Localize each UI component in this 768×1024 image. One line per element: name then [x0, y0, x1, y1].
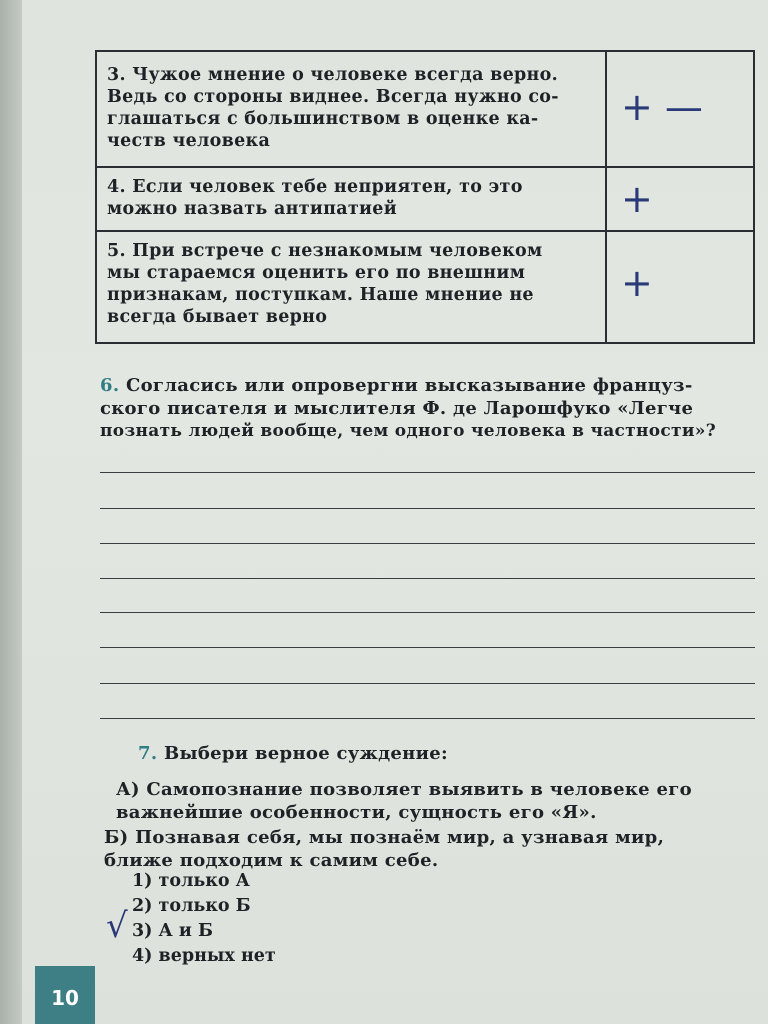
handwritten-mark-5: + [621, 261, 653, 305]
answer-line[interactable] [100, 578, 755, 579]
answer-line[interactable] [100, 472, 755, 473]
handwritten-mark-3: + — [621, 85, 703, 129]
option-3[interactable]: 3) А и Б [132, 921, 213, 941]
task-6-line-1: Согласись или опровергни высказывание француз- [125, 375, 693, 396]
answer-line[interactable] [100, 718, 755, 719]
answer-line[interactable] [100, 508, 755, 509]
task-6-line-2: ского писателя и мыслителя Ф. де Ларошфуко «Легче [100, 398, 694, 419]
answer-line[interactable] [100, 543, 755, 544]
statements-table [95, 50, 755, 344]
answer-line[interactable] [100, 683, 755, 684]
statement-5: 5. При встрече с незнакомым человеком мы стараемся оценить его по внешним признакам, поступкам. Наше мнение не всегда бывает верно [107, 241, 543, 327]
task-7-number: 7. [138, 743, 158, 764]
task-6-number: 6. [100, 375, 120, 396]
statement-4: 4. Если человек тебе неприятен, то это можно назвать антипатией [107, 177, 523, 219]
task-7-statement-a: А) Самопознание позволяет выявить в человеке его важнейшие особенности, сущность его «Я». [116, 779, 692, 823]
handwritten-mark-4: + [621, 177, 653, 221]
page-number: 10 [51, 986, 79, 1010]
table-row-5 [97, 232, 753, 342]
handwritten-check-icon: √ [106, 906, 128, 946]
task-7-prompt: Выбери верное суждение: [163, 743, 448, 764]
task-7-statement-b: Б) Познавая себя, мы познаём мир, а узнавая мир, ближе подходим к самим себе. [104, 827, 665, 871]
task-6 [100, 374, 760, 443]
option-2[interactable]: 2) только Б [132, 896, 251, 916]
task-7-heading [138, 742, 448, 765]
table-row-4 [97, 168, 753, 232]
answer-cell-4[interactable] [605, 168, 753, 230]
answer-cell-3[interactable] [605, 52, 753, 166]
answer-line[interactable] [100, 647, 755, 648]
task-6-line-3: познать людей вообще, чем одного человека в частности»? [100, 421, 716, 441]
page-number-tab [35, 966, 95, 1024]
statement-3: 3. Чужое мнение о человеке всегда верно. Ведь со стороны виднее. Всегда нужно со- глашаться с большинством в оценке ка- честв человека [107, 65, 559, 151]
answer-line[interactable] [100, 612, 755, 613]
option-4[interactable]: 4) верных нет [132, 946, 276, 966]
answer-cell-5[interactable] [605, 232, 753, 342]
option-1[interactable]: 1) только А [132, 871, 250, 891]
page-edge [0, 0, 22, 1024]
table-row-3 [97, 52, 753, 168]
